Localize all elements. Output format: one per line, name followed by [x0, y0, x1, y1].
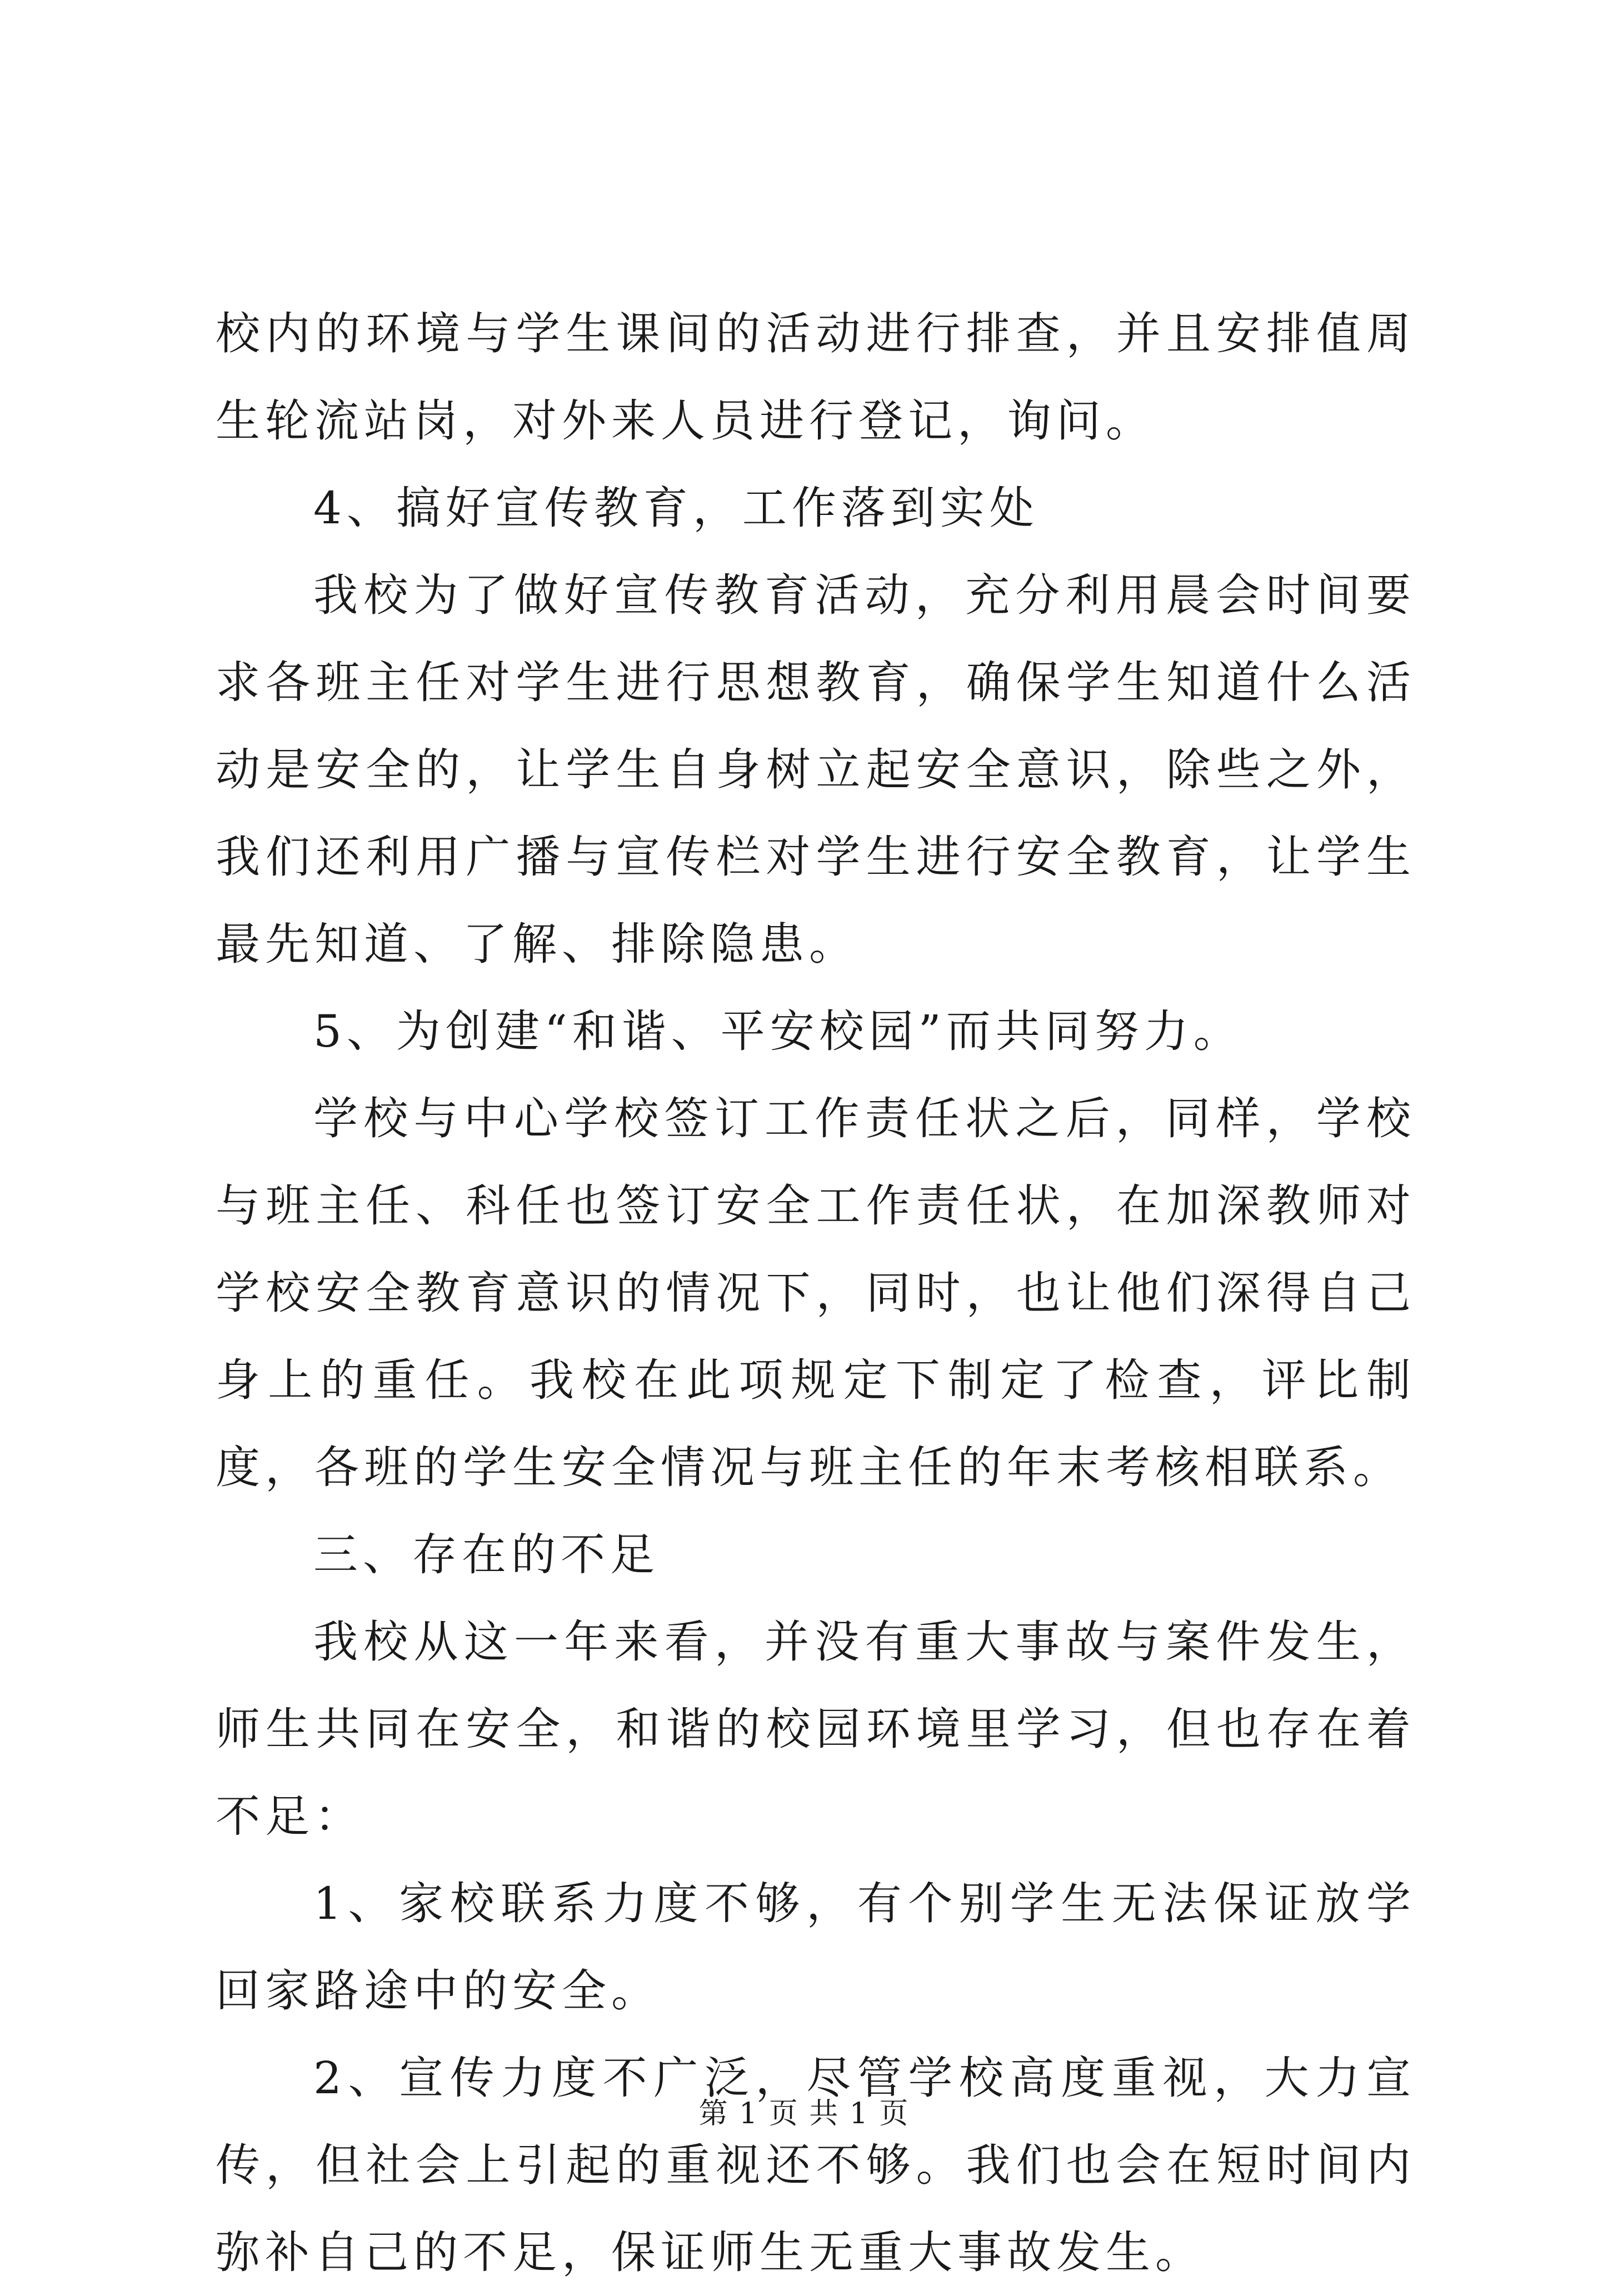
document-body	[216, 290, 1416, 2296]
section-heading-shortcomings: 三、存在的不足	[313, 1529, 660, 1580]
section-heading-4: 4、搞好宣传教育，工作落到实处	[313, 482, 1039, 534]
list-item-2: 2、宣传力度不广泛，尽管学校高度重视，大力宣传，但社会上引起的重视还不够。我们也会在短时间内弥补自己的不足，保证师生无重大事故发生。	[216, 2052, 1416, 2278]
paragraph-7: 我校从这一年来看，并没有重大事故与案件发生，师生共同在安全，和谐的校园环境里学习，但也存在着不足：	[216, 1616, 1416, 1842]
section-heading-5: 5、为创建“和谐、平安校园”而共同努力。	[313, 1006, 1243, 1057]
page-footer: 第 1 页 共 1 页	[698, 2097, 910, 2130]
paragraph-1: 校内的环境与学生课间的活动进行排查，并且安排值周生轮流站岗，对外来人员进行登记，询问。	[216, 308, 1416, 447]
paragraph-5: 学校与中心学校签订工作责任状之后，同样，学校与班主任、科任也签订安全工作责任状，在加深教师对学校安全教育意识的情况下，同时，也让他们深得自己身上的重任。我校在此项规定下制定了检查，评比制度，各班的学生安全情况与班主任的年末考核相联系。	[216, 1093, 1416, 1493]
list-item-1: 1、家校联系力度不够，有个别学生无法保证放学回家路途中的安全。	[216, 1878, 1416, 2017]
paragraph-3: 我校为了做好宣传教育活动，充分利用晨会时间要求各班主任对学生进行思想教育，确保学生知道什么活动是安全的，让学生自身树立起安全意识，除些之外，我们还利用广播与宣传栏对学生进行安全教育，让学生最先知道、了解、排除隐患。	[216, 569, 1416, 970]
